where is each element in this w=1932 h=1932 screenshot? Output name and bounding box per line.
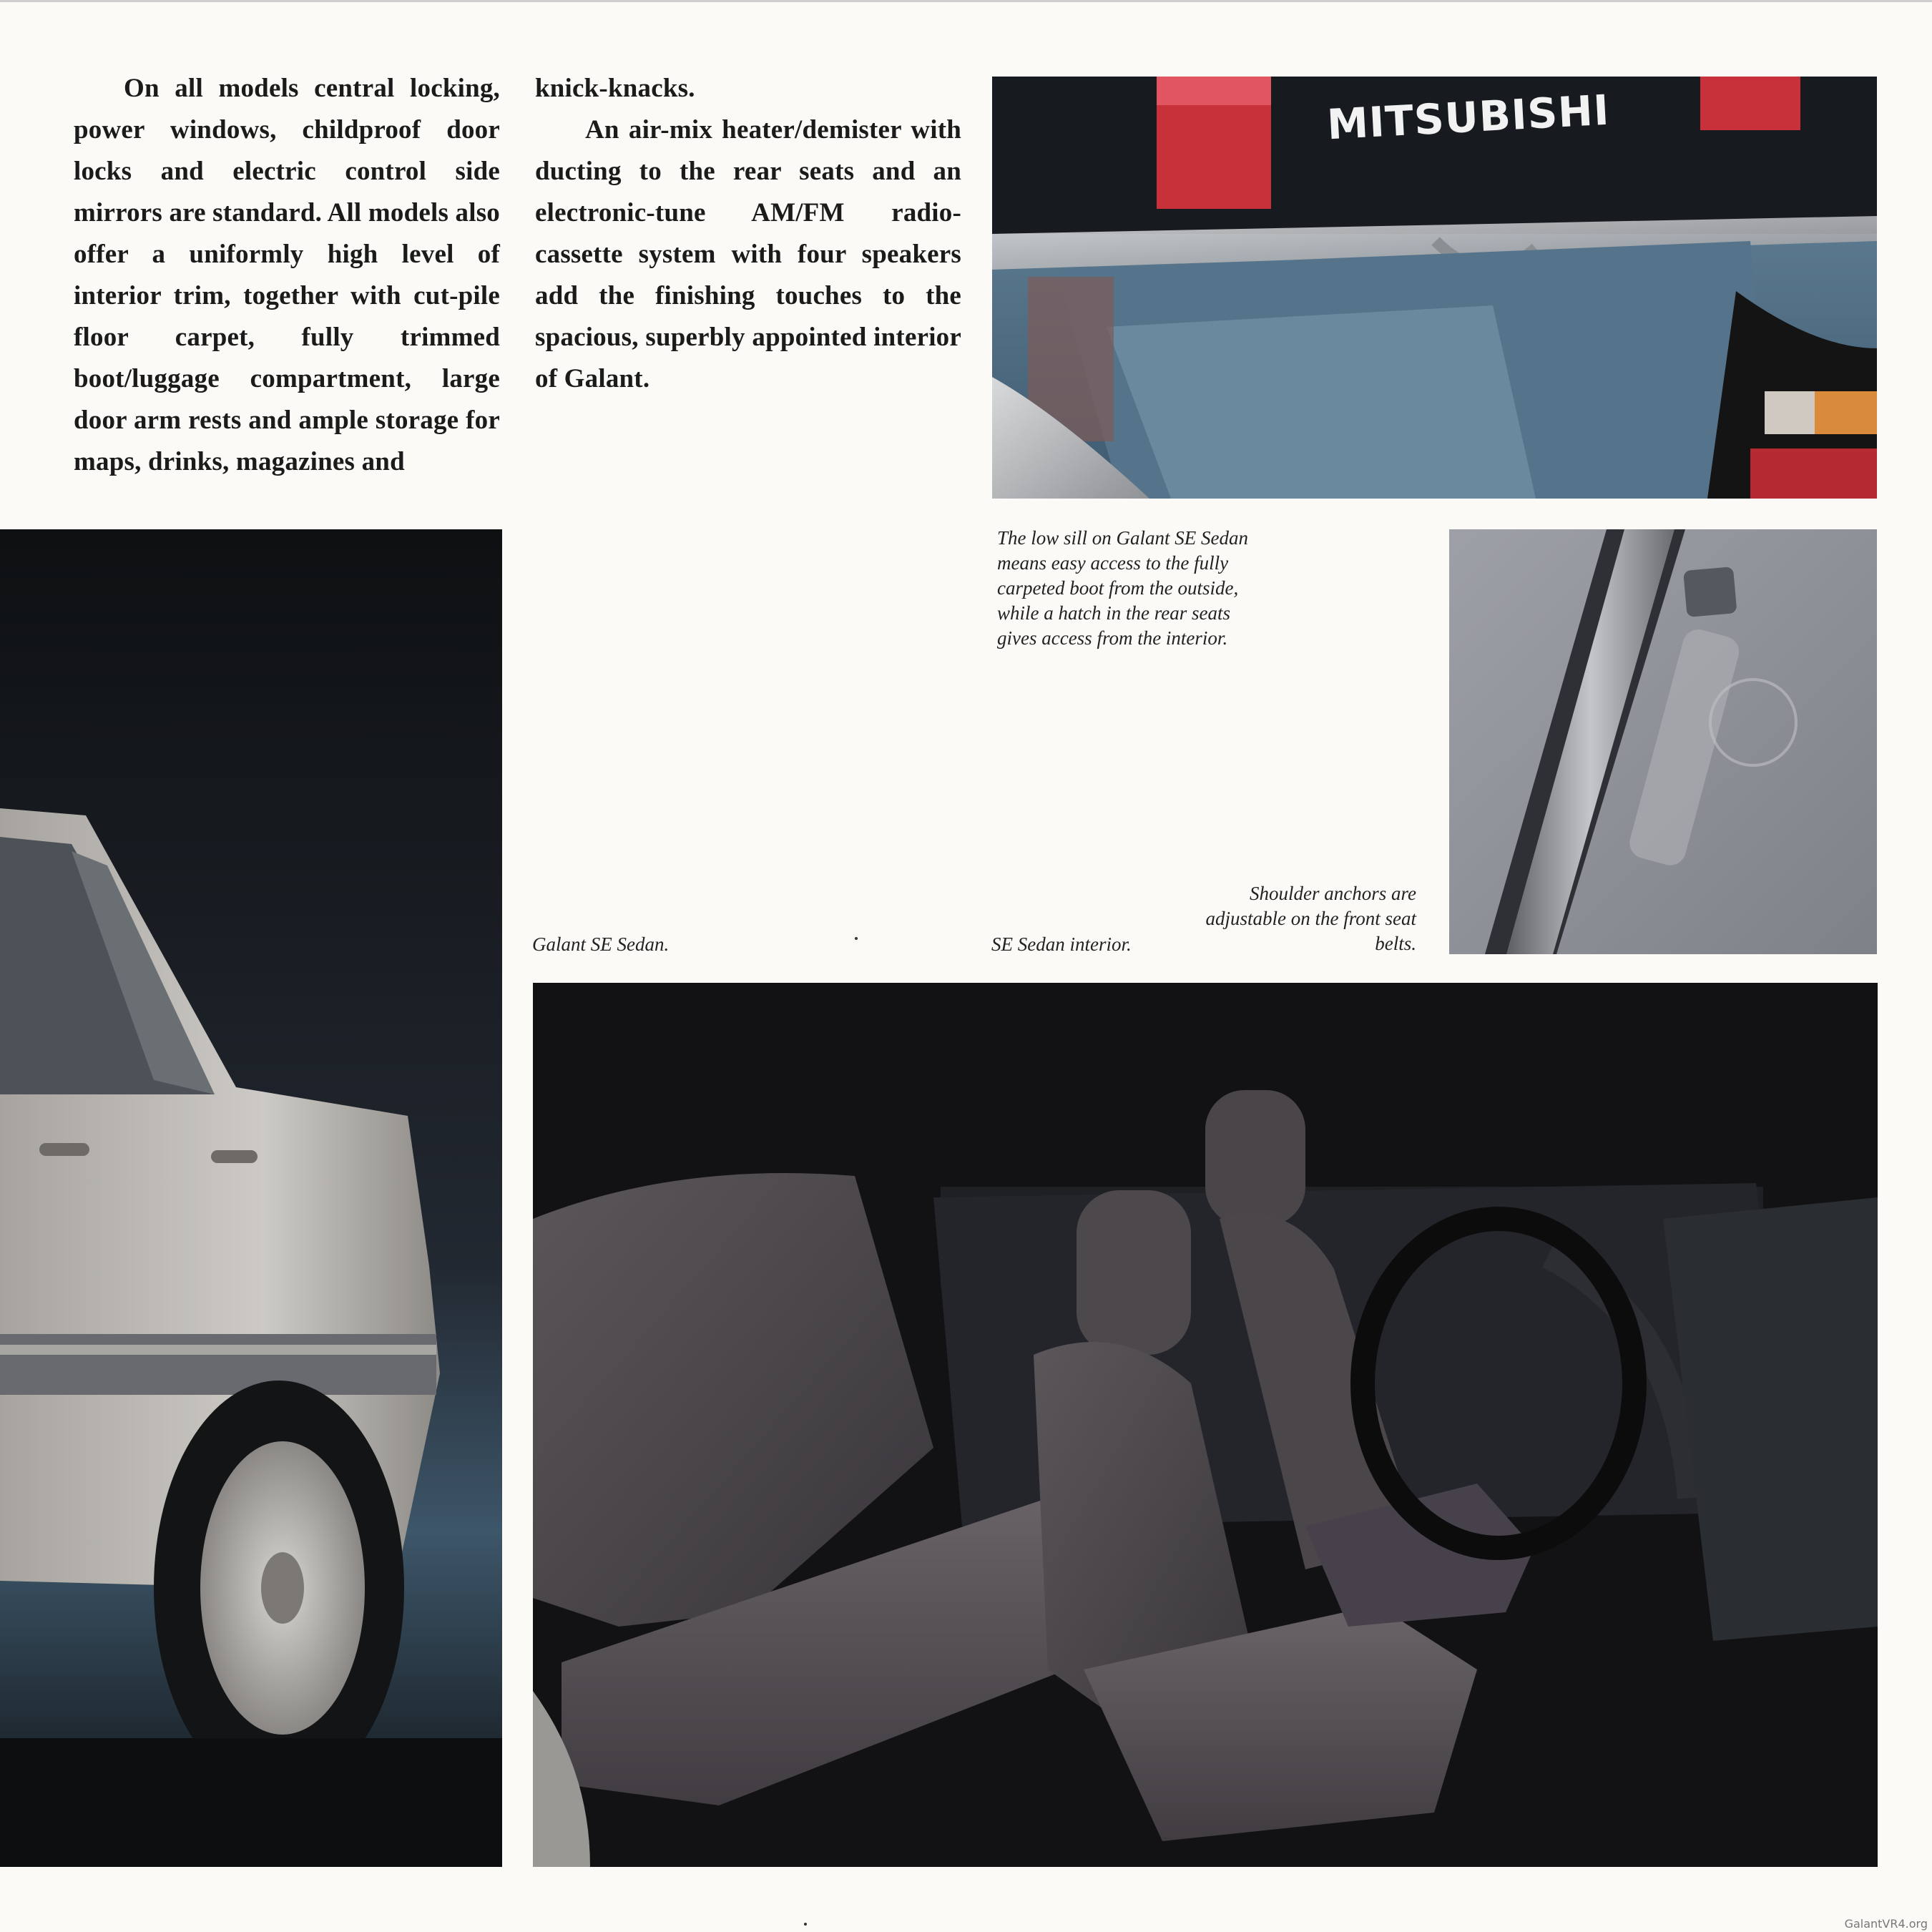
interior-caption: SE Sedan interior.: [991, 933, 1132, 955]
print-speck: [804, 1923, 807, 1926]
body-column-1: [74, 68, 500, 483]
page-top-rule: [0, 0, 1932, 2]
seatbelt-anchor-photo: [1449, 529, 1877, 954]
body-paragraph-2: An air-mix heater/demister with ducting to the rear seats and an electronic-tune AM/FM radio-cassette system with four speakers add the finishing touches to the spacious, superbly appointed interior of Galant.: [535, 115, 961, 393]
boot-caption: The low sill on Galant SE Sedan means easy access to the fully carpeted boot from the outside, while a hatch in the rear seats gives access from the interior.: [997, 527, 1248, 649]
body-column-2: [535, 68, 961, 400]
sedan-interior-photo: [533, 983, 1878, 1867]
plate-logo-text: MITSUBISHI: [1325, 85, 1611, 149]
print-speck: [855, 937, 858, 940]
anchor-caption: Shoulder anchors are adjustable on the front seat belts.: [1205, 883, 1416, 954]
sedan-caption: Galant SE Sedan.: [532, 933, 670, 955]
body-paragraph-1-continued: knick-knacks.: [535, 74, 695, 103]
site-watermark: GalantVR4.org: [1844, 1917, 1928, 1931]
body-paragraph-1: On all models central locking, power windows, childproof door locks and electric control side mirrors are standard. All models also offer a uniformly high level of interior trim, together with cut-pile floor carpet, fully trimmed boot/luggage compartment, large door arm rests and ample storage for maps, drinks, magazines and: [74, 74, 500, 476]
galant-sedan-photo: [0, 529, 502, 1867]
